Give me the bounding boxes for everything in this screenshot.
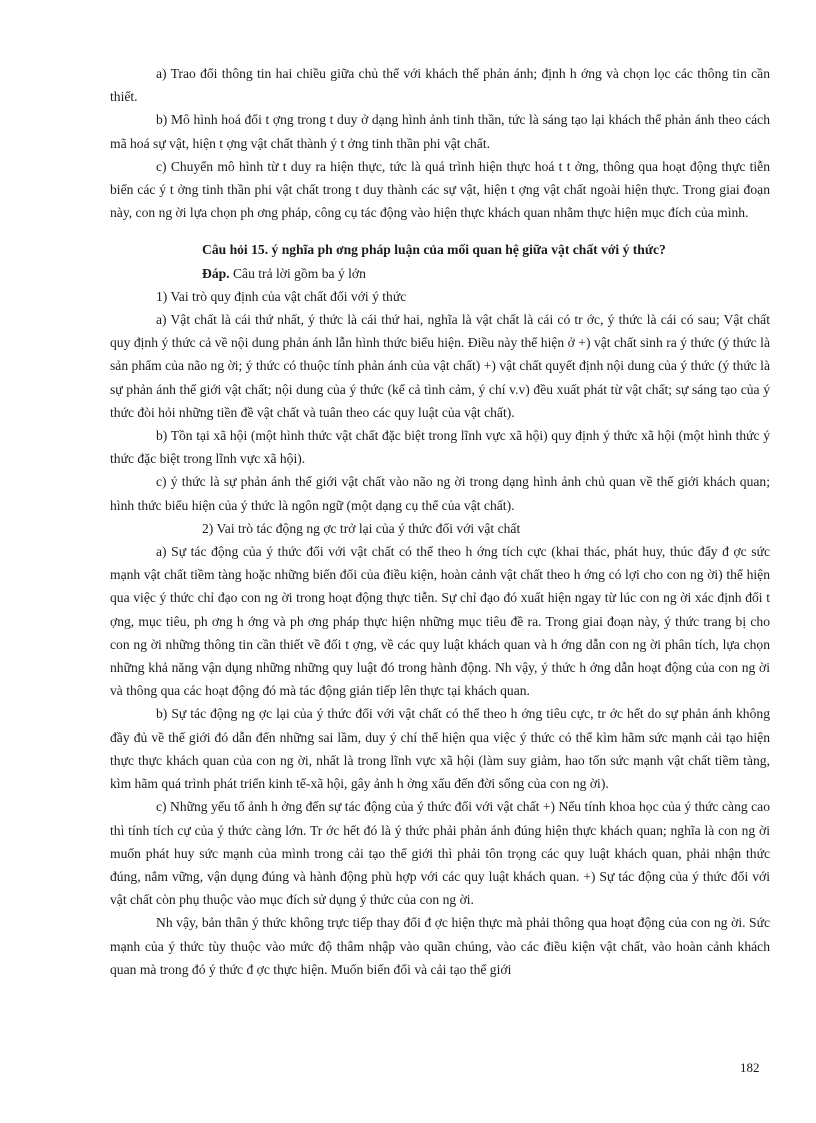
section-title: 1) Vai trò quy định của vật chất đối với ý thức: [156, 288, 407, 304]
document-page: [110, 62, 770, 981]
paragraph: c) Những yếu tố ảnh h ởng đến sự tác động của ý thức đối với vật chất +) Nếu tính khoa học của ý thức càng cao thì tính tích cự của ý thức càng lớn. Tr ớc hết đó là ý thức phải phản ánh đúng hiện thực khách quan; nghĩa là con ng ời muốn phát huy sức mạnh của mình trong cải tạo thế giới thì phải tôn trọng các quy luật khách quan, phải nhận thức đúng, nắm vững, vận dụng đúng và hành động phù hợp với các quy luật khách quan. +) Sự tác động của ý thức đối với vật chất còn phụ thuộc vào mục đích sử dụng ý thức của con ng ời.: [110, 799, 770, 908]
answer-label: Đáp.: [202, 265, 230, 281]
paragraph: a) Sự tác động của ý thức đối với vật chất có thể theo h ớng tích cực (khai thác, phát huy, thúc đẩy đ ợc sức mạnh vật chất tiềm tàng hoặc những biến đổi của điều kiện, hoàn cảnh vật chất theo h ớng có lợi cho con ng ời) thể hiện qua việc ý thức chỉ đạo con ng ời trong hoạt động thực tiễn. Sự chỉ đạo đó xuất hiện ngay từ lúc con ng ời xác định đối t ợng, mục tiêu, ph ơng h ớng và ph ơng pháp thực hiện những mục tiêu đề ra. Trong giai đoạn này, ý thức trang bị cho con ng ời những thông tin cần thiết về đối t ợng, về các quy luật khách quan và h ớng dẫn con ng ời phân tích, lựa chọn những khả năng vận dụng những những quy luật đó trong hành động. Nh vậy, ý thức h ớng dẫn hoạt động của con ng ời và thông qua các hoạt động đó mà tác động gián tiếp lên thực tại khách quan.: [110, 544, 770, 699]
paragraph: Nh vậy, bản thân ý thức không trực tiếp thay đổi đ ợc hiện thực mà phải thông qua hoạt động của con ng ời. Sức mạnh của ý thức tùy thuộc vào mức độ thâm nhập vào quần chúng, vào các điều kiện vật chất, vào hoàn cảnh khách quan mà trong đó ý thức đ ợc thực hiện. Muốn biến đổi và cải tạo thế giới: [110, 915, 770, 977]
paragraph: c) ý thức là sự phản ánh thế giới vật chất vào não ng ời trong dạng hình ảnh chủ quan về thế giới khách quan; hình thức biểu hiện của ý thức là ngôn ngữ (một dạng cụ thể của vật chất).: [110, 474, 770, 513]
answer-text: Câu trả lời gồm ba ý lớn: [229, 265, 366, 281]
paragraph: a) Vật chất là cái thứ nhất, ý thức là cái thứ hai, nghĩa là vật chất là cái có tr ớc, ý thức là cái có sau; Vật chất quy định ý thức cả về nội dung phản ánh lẫn hình thức biểu hiện. Điều này thể hiện ở +) vật chất sinh ra ý thức (ý thức là sản phẩm của não ng ời; ý thức có thuộc tính phản ánh của vật chất) +) vật chất quyết định nội dung của ý thức (ý thức là sự phản ánh thế giới vật chất; nội dung của ý thức (kể cả tình cảm, ý chí v.v) đều xuất phát từ vật chất; sự sáng tạo của ý thức đòi hỏi những tiền đề vật chất và tuân theo các quy luật của vật chất).: [110, 312, 770, 420]
paragraph: c) Chuyển mô hình từ t duy ra hiện thực, tức là quá trình hiện thực hoá t t ởng, thông qua hoạt động thực tiễn biến các ý t ởng tinh thần phi vật chất trong t duy thành các sự vật, hiện t ợng vật chất ngoài hiện thực. Trong giai đoạn này, con ng ời lựa chọn ph ơng pháp, công cụ tác động vào hiện thực khách quan nhằm thực hiện mục đích của mình.: [110, 158, 770, 221]
answer-line: [110, 262, 770, 285]
paragraph: a) Trao đổi thông tin hai chiều giữa chủ thể với khách thể phản ánh; định h ớng và chọn lọc các thông tin cần thiết.: [110, 66, 770, 105]
page-number: 182: [740, 1060, 760, 1075]
paragraph: b) Mô hình hoá đối t ợng trong t duy ở dạng hình ảnh tinh thần, tức là sáng tạo lại khách thể phản ánh theo cách mã hoá sự vật, hiện t ợng vật chất thành ý t ởng tinh thần phi vật chất.: [110, 112, 770, 151]
question-heading: Câu hỏi 15. ý nghĩa ph ơng pháp luận của mối quan hệ giữa vật chất với ý thức?: [202, 242, 666, 258]
paragraph: b) Sự tác động ng ợc lại của ý thức đối với vật chất có thể theo h ớng tiêu cực, tr ớc hết do sự phản ánh không đầy đủ về thế giới đó dẫn đến những sai lầm, duy ý chí thể hiện qua việc ý thức có thể kìm hãm sức mạnh cải tạo hiện thực thực khách quan của con ng ời, nhất là trong lĩnh vực xã hội (làm suy giảm, hao tốn sức mạnh vật chất tiềm tàng, kìm hãm quá trình phát triển kinh tế-xã hội, gây ảnh h ởng xấu đến đời sống của con ng ời).: [110, 706, 770, 792]
section-title: 2) Vai trò tác động ng ợc trở lại của ý thức đối với vật chất: [202, 520, 521, 536]
paragraph: b) Tồn tại xã hội (một hình thức vật chất đặc biệt trong lĩnh vực xã hội) quy định ý thức xã hội (một hình thức ý thức đặc biệt trong lĩnh vực xã hội).: [110, 428, 770, 467]
